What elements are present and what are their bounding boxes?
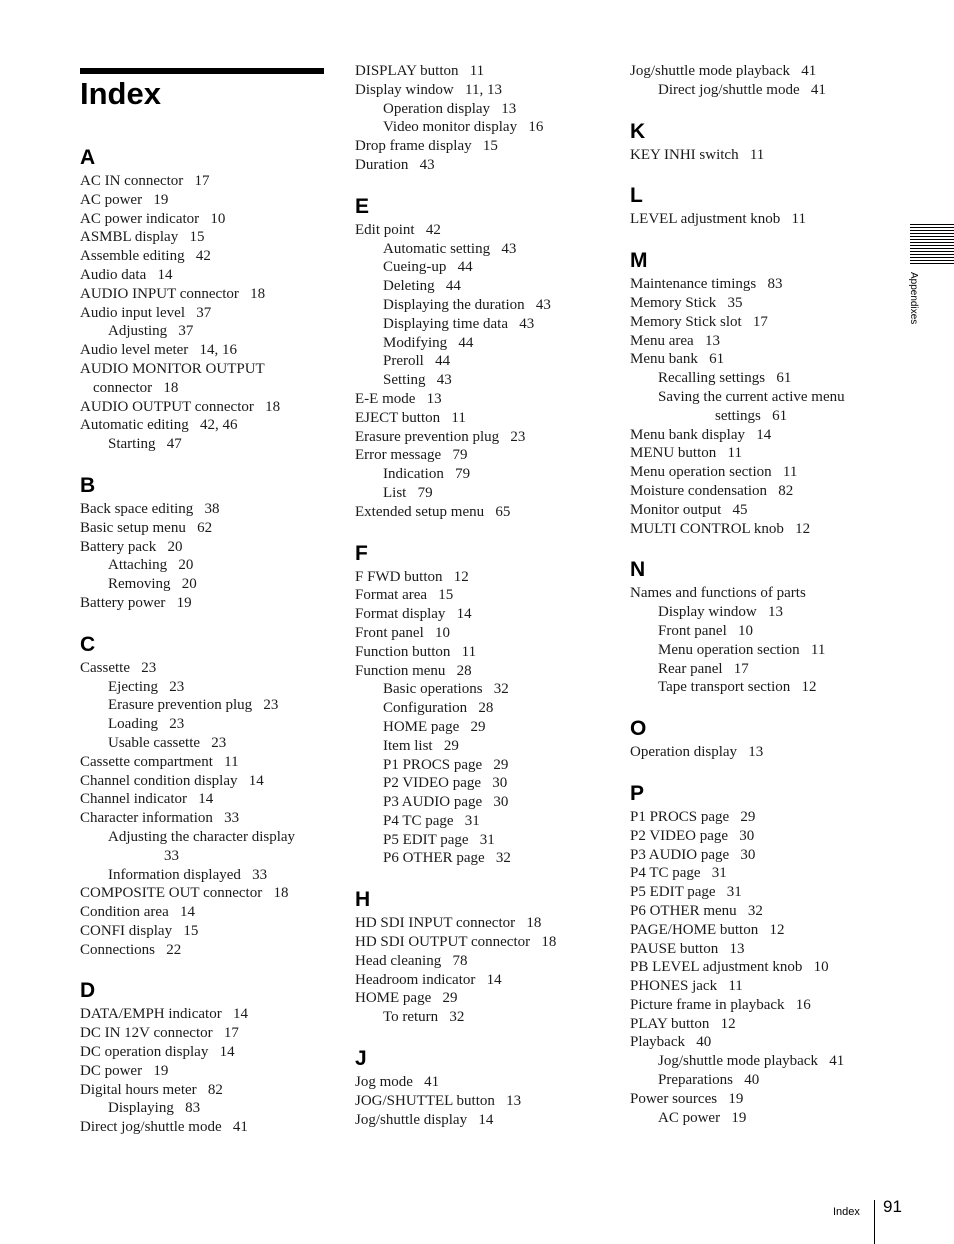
index-letter-heading: E bbox=[355, 194, 370, 218]
index-subentry: P1 PROCS page 29 bbox=[383, 756, 509, 773]
index-subentry: Front panel 10 bbox=[658, 622, 753, 639]
index-entry: Front panel 10 bbox=[355, 624, 450, 641]
index-entry: Direct jog/shuttle mode 41 bbox=[80, 1119, 248, 1136]
index-entry: E-E mode 13 bbox=[355, 390, 442, 407]
index-entry: P3 AUDIO page 30 bbox=[630, 846, 756, 863]
index-entry: P6 OTHER menu 32 bbox=[630, 902, 763, 919]
index-entry-list bbox=[630, 275, 870, 538]
index-letter-heading: H bbox=[355, 888, 371, 912]
index-subentry: Loading 23 bbox=[108, 716, 185, 733]
index-entry: Playback 40 bbox=[630, 1034, 712, 1051]
index-entry: Memory Stick slot 17 bbox=[630, 313, 768, 330]
index-subentry: List 79 bbox=[383, 484, 433, 501]
index-subentry: Preparations 40 bbox=[658, 1072, 760, 1089]
index-entry: JOG/SHUTTEL button 13 bbox=[355, 1092, 522, 1109]
index-entry: Memory Stick 35 bbox=[630, 294, 743, 311]
index-entry: Erasure prevention plug 23 bbox=[355, 428, 526, 445]
index-subentry: Starting 47 bbox=[108, 436, 182, 453]
index-subentry: Information displayed 33 bbox=[108, 866, 268, 883]
index-entry: PAGE/HOME button 12 bbox=[630, 921, 785, 938]
index-subentry: Display window 13 bbox=[658, 604, 783, 621]
index-subentry: Displaying time data 43 bbox=[383, 315, 535, 332]
index-letter-heading: N bbox=[630, 558, 646, 582]
index-entry: Channel indicator 14 bbox=[80, 791, 214, 808]
index-subentry: Attaching 20 bbox=[108, 557, 194, 574]
index-entry: F FWD button 12 bbox=[355, 568, 469, 585]
index-subentry: Video monitor display 16 bbox=[383, 119, 544, 136]
index-entry-list bbox=[80, 1005, 330, 1137]
index-letter-heading: C bbox=[80, 632, 96, 656]
section-tab-label: Appendixes bbox=[908, 272, 919, 325]
page-title: Index bbox=[80, 76, 161, 111]
index-letter-heading: D bbox=[80, 979, 96, 1003]
index-entry: MENU button 11 bbox=[630, 445, 742, 462]
footer-section-label: Index bbox=[833, 1206, 860, 1218]
index-entry: ASMBL display 15 bbox=[80, 229, 205, 246]
index-entry: HOME page 29 bbox=[355, 990, 458, 1007]
index-entry: Back space editing 38 bbox=[80, 500, 220, 517]
index-entry-list bbox=[630, 62, 870, 100]
index-letter-heading: K bbox=[630, 119, 646, 143]
index-entry: Jog/shuttle mode playback 41 bbox=[630, 63, 817, 79]
index-entry: DISPLAY button 11 bbox=[355, 63, 485, 79]
index-entry: Display window 11, 13 bbox=[355, 81, 502, 98]
index-entry: AC power 19 bbox=[80, 191, 169, 208]
index-subentry: Erasure prevention plug 23 bbox=[108, 697, 279, 714]
index-entry: CONFI display 15 bbox=[80, 922, 199, 939]
index-entry: P4 TC page 31 bbox=[630, 865, 727, 882]
index-subentry: AC power 19 bbox=[658, 1109, 747, 1126]
index-entry: DC power 19 bbox=[80, 1062, 169, 1079]
index-entry: PAUSE button 13 bbox=[630, 940, 745, 957]
index-column-2 bbox=[355, 62, 605, 1129]
index-entry: settings 61 bbox=[715, 407, 788, 424]
index-entry: DC operation display 14 bbox=[80, 1044, 235, 1061]
index-entry-list bbox=[630, 808, 870, 1128]
index-subentry: Saving the current active menu bbox=[658, 388, 845, 405]
index-entry-list bbox=[355, 568, 605, 869]
footer-divider bbox=[874, 1200, 875, 1244]
index-subentry: Deleting 44 bbox=[383, 278, 461, 295]
index-entry: EJECT button 11 bbox=[355, 409, 466, 426]
index-entry: AUDIO OUTPUT connector 18 bbox=[80, 398, 281, 415]
index-entry: Moisture condensation 82 bbox=[630, 482, 794, 499]
index-entry: DATA/EMPH indicator 14 bbox=[80, 1006, 248, 1023]
index-entry: Menu bank 61 bbox=[630, 351, 725, 368]
index-entry-list bbox=[355, 62, 605, 175]
index-subentry: Configuration 28 bbox=[383, 700, 494, 717]
index-entry: Menu bank display 14 bbox=[630, 426, 772, 443]
index-letter-heading: L bbox=[630, 184, 643, 208]
index-entry: PB LEVEL adjustment knob 10 bbox=[630, 959, 829, 976]
index-entry-list bbox=[355, 1073, 605, 1129]
index-entry: Character information 33 bbox=[80, 810, 240, 827]
index-entry-list bbox=[630, 584, 870, 697]
index-letter-heading: O bbox=[630, 717, 647, 741]
index-entry: Connections 22 bbox=[80, 941, 182, 958]
index-entry: Head cleaning 78 bbox=[355, 952, 468, 969]
index-subentry: Preroll 44 bbox=[383, 353, 451, 370]
index-entry: Channel condition display 14 bbox=[80, 772, 264, 789]
index-entry: AC power indicator 10 bbox=[80, 210, 226, 227]
index-entry-list bbox=[355, 221, 605, 522]
index-entry: HD SDI OUTPUT connector 18 bbox=[355, 934, 557, 951]
index-column-3 bbox=[630, 62, 870, 1127]
index-entry-list bbox=[630, 210, 870, 229]
index-entry: Extended setup menu 65 bbox=[355, 503, 511, 520]
index-entry: Assemble editing 42 bbox=[80, 248, 211, 265]
index-subentry: Basic operations 32 bbox=[383, 681, 509, 698]
index-entry: Basic setup menu 62 bbox=[80, 519, 213, 536]
index-entry: Jog mode 41 bbox=[355, 1074, 440, 1091]
index-entry: Drop frame display 15 bbox=[355, 138, 498, 155]
index-entry: LEVEL adjustment knob 11 bbox=[630, 211, 806, 228]
index-entry: Edit point 42 bbox=[355, 221, 441, 238]
index-entry: Jog/shuttle display 14 bbox=[355, 1111, 494, 1128]
index-entry: Maintenance timings 83 bbox=[630, 276, 783, 293]
index-entry: Monitor output 45 bbox=[630, 501, 748, 518]
index-entry: 33 bbox=[164, 847, 179, 864]
index-entry: Audio data 14 bbox=[80, 266, 173, 283]
index-subentry: Displaying 83 bbox=[108, 1100, 201, 1117]
index-entry: COMPOSITE OUT connector 18 bbox=[80, 885, 289, 902]
index-entry: P1 PROCS page 29 bbox=[630, 808, 756, 825]
index-entry-list bbox=[80, 659, 330, 960]
index-entry: Headroom indicator 14 bbox=[355, 971, 502, 988]
index-subentry: Displaying the duration 43 bbox=[383, 296, 551, 313]
index-entry: AUDIO MONITOR OUTPUT bbox=[80, 360, 265, 377]
index-entry: KEY INHI switch 11 bbox=[630, 146, 765, 163]
index-subentry: Operation display 13 bbox=[383, 100, 517, 117]
index-letter-heading: M bbox=[630, 249, 648, 273]
index-subentry: Recalling settings 61 bbox=[658, 370, 792, 387]
index-entry-list bbox=[80, 172, 330, 454]
index-subentry: Indication 79 bbox=[383, 466, 471, 483]
index-entry-list bbox=[80, 500, 330, 613]
index-column-1 bbox=[80, 144, 330, 1137]
index-entry: Cassette 23 bbox=[80, 659, 157, 676]
index-entry: Automatic editing 42, 46 bbox=[80, 417, 238, 434]
index-entry: HD SDI INPUT connector 18 bbox=[355, 915, 542, 932]
index-subentry: HOME page 29 bbox=[383, 718, 486, 735]
index-subentry: Adjusting the character display bbox=[108, 828, 296, 845]
index-entry: Audio level meter 14, 16 bbox=[80, 342, 238, 359]
index-subentry: Tape transport section 12 bbox=[658, 679, 817, 696]
index-entry: P5 EDIT page 31 bbox=[630, 884, 742, 901]
index-entry: P2 VIDEO page 30 bbox=[630, 827, 755, 844]
index-subentry: Automatic setting 43 bbox=[383, 240, 517, 257]
index-subentry: Usable cassette 23 bbox=[108, 734, 227, 751]
index-entry: Format area 15 bbox=[355, 587, 454, 604]
index-entry: Function button 11 bbox=[355, 643, 477, 660]
index-entry: PHONES jack 11 bbox=[630, 978, 743, 995]
index-letter-heading: F bbox=[355, 541, 368, 565]
index-entry: PLAY button 12 bbox=[630, 1015, 736, 1032]
index-subentry: P3 AUDIO page 30 bbox=[383, 794, 509, 811]
index-subentry: To return 32 bbox=[383, 1009, 465, 1026]
index-subentry: P6 OTHER page 32 bbox=[383, 850, 511, 867]
index-subentry: Ejecting 23 bbox=[108, 678, 185, 695]
section-tab-stripes bbox=[910, 224, 954, 264]
index-entry: Menu operation section 11 bbox=[630, 464, 798, 481]
index-entry: Duration 43 bbox=[355, 156, 435, 173]
page-number: 91 bbox=[883, 1197, 902, 1216]
index-subentry: Setting 43 bbox=[383, 372, 452, 389]
index-entry: Condition area 14 bbox=[80, 904, 195, 921]
index-subentry: P5 EDIT page 31 bbox=[383, 831, 495, 848]
index-subentry: Rear panel 17 bbox=[658, 660, 749, 677]
index-subentry: Jog/shuttle mode playback 41 bbox=[658, 1053, 845, 1070]
index-entry: Audio input level 37 bbox=[80, 304, 212, 321]
index-subentry: Removing 20 bbox=[108, 576, 197, 593]
index-subentry: P2 VIDEO page 30 bbox=[383, 775, 508, 792]
index-letter-heading: J bbox=[355, 1047, 367, 1071]
index-entry: Picture frame in playback 16 bbox=[630, 996, 811, 1013]
index-subentry: Menu operation section 11 bbox=[658, 641, 826, 658]
index-entry: Battery pack 20 bbox=[80, 538, 183, 555]
index-letter-heading: P bbox=[630, 781, 645, 805]
index-subentry: Item list 29 bbox=[383, 737, 459, 754]
index-entry: Digital hours meter 82 bbox=[80, 1081, 223, 1098]
index-entry: Cassette compartment 11 bbox=[80, 753, 239, 770]
index-entry: Function menu 28 bbox=[355, 662, 472, 679]
index-entry: Operation display 13 bbox=[630, 744, 764, 761]
index-subentry: P4 TC page 31 bbox=[383, 812, 480, 829]
index-entry: Names and functions of parts bbox=[630, 585, 806, 602]
index-entry: Power sources 19 bbox=[630, 1090, 744, 1107]
index-entry: Battery power 19 bbox=[80, 594, 192, 611]
index-entry: Format display 14 bbox=[355, 606, 472, 623]
index-entry: connector 18 bbox=[93, 379, 179, 396]
index-entry-list bbox=[355, 914, 605, 1027]
index-entry-list bbox=[630, 146, 870, 165]
index-letter-heading: A bbox=[80, 146, 96, 169]
index-entry: Menu area 13 bbox=[630, 332, 720, 349]
index-subentry: Cueing-up 44 bbox=[383, 259, 473, 276]
index-letter-heading: B bbox=[80, 473, 96, 497]
index-entry: Error message 79 bbox=[355, 447, 468, 464]
index-entry: AC IN connector 17 bbox=[80, 173, 210, 189]
index-entry: AUDIO INPUT connector 18 bbox=[80, 285, 266, 302]
index-subentry: Direct jog/shuttle mode 41 bbox=[658, 81, 826, 98]
index-subentry: Modifying 44 bbox=[383, 334, 474, 351]
index-entry: MULTI CONTROL knob 12 bbox=[630, 520, 811, 537]
index-entry-list bbox=[630, 743, 870, 762]
index-subentry: Adjusting 37 bbox=[108, 323, 194, 340]
index-entry: DC IN 12V connector 17 bbox=[80, 1025, 239, 1042]
